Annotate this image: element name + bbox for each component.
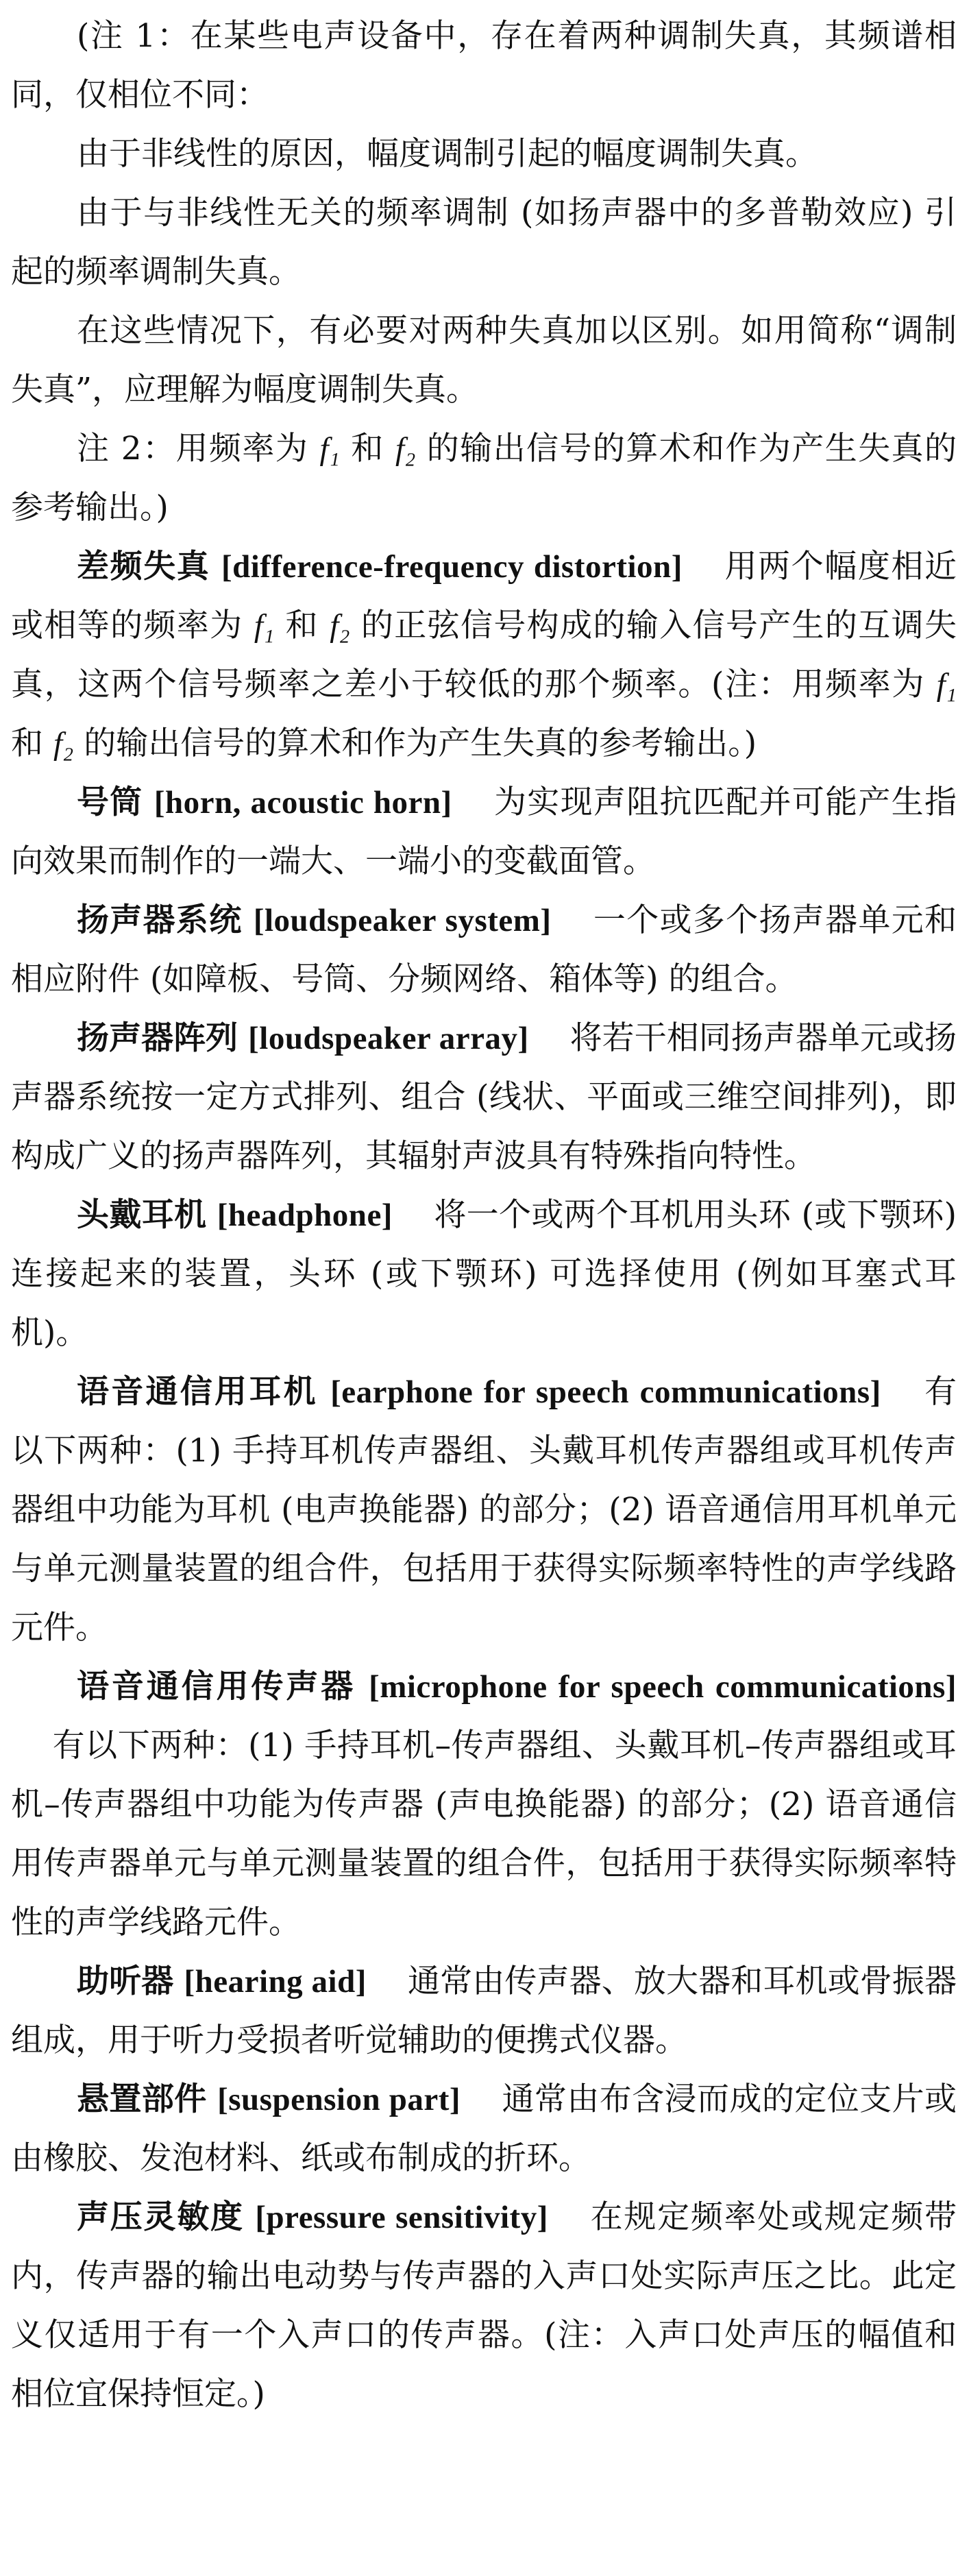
entry-term-zh: 扬声器阵列 xyxy=(77,1019,238,1057)
entry-term-en: [difference-frequency distortion] xyxy=(221,549,683,585)
entry-definition: 用两个幅度相近或相等的频率为 xyxy=(11,548,957,644)
entry-horn xyxy=(11,773,957,891)
entry-earphone-for-speech xyxy=(11,1363,957,1657)
entry-term-zh: 悬置部件 xyxy=(77,2080,207,2118)
note-1-conclusion: 在这些情况下，有必要对两种失真加以区别。如用简称“调制失真”，应理解为幅度调制失真。 xyxy=(11,312,957,409)
entry-term-zh: 扬声器系统 xyxy=(77,901,243,939)
entry-definition: 有以下两种：(1) 手持耳机传声器组、头戴耳机传声器组或耳机传声器组中功能为耳机 (电声换能器) 的部分；(2) 语音通信用耳机单元与单元测量装置的组合件，包括用于获得实际频率特性的声学线路元件。 xyxy=(11,1373,957,1647)
entry-term-en: [suspension part] xyxy=(217,2082,461,2117)
note-1-intro: (注 1：在某些电声设备中，存在着两种调制失真，其频谱相同，仅相位不同： xyxy=(11,17,957,114)
entry-definition: 有以下两种：(1) 手持耳机–传声器组、头戴耳机–传声器组或耳机–传声器组中功能为传声器 (声电换能器) 的部分；(2) 语音通信用传声器单元与单元测量装置的组合件，包括用于获得实际频率特性的声学线路元件。 xyxy=(11,1727,957,1941)
entry-pressure-sensitivity xyxy=(11,2188,957,2424)
entry-definition: 在规定频率处或规定频带内，传声器的输出电动势与传声器的入声口处实际声压之比。此定义仅适用于有一个入声口的传声器。(注：入声口处声压的幅值和相位宜保持恒定。) xyxy=(11,2198,957,2413)
note-1-item-amplitude: 由于非线性的原因，幅度调制引起的幅度调制失真。 xyxy=(77,135,818,173)
entry-headphone xyxy=(11,1186,957,1363)
entry-term-zh: 声压灵敏度 xyxy=(77,2198,244,2236)
entry-term-zh: 语音通信用传声器 xyxy=(77,1668,356,1705)
note-2: 注 2：用频率为 f₁ 和 f₂ 的输出信号的算术和作为产生失真的参考输出。) xyxy=(11,430,957,526)
note-1-item-frequency: 由于与非线性无关的频率调制 (如扬声器中的多普勒效应) 引起的频率调制失真。 xyxy=(11,194,957,291)
entry-loudspeaker-array xyxy=(11,1009,957,1186)
entry-term-en: [earphone for speech communications] xyxy=(330,1374,881,1410)
entry-suspension-part xyxy=(11,2070,957,2188)
entry-definition: 通常由传声器、放大器和耳机或骨振器组成，用于听力受损者听觉辅助的便携式仪器。 xyxy=(11,1963,957,2059)
entry-term-zh: 头戴耳机 xyxy=(77,1196,207,1234)
entry-term-en: [headphone] xyxy=(217,1198,393,1233)
entry-definition: 为实现声阻抗匹配并可能产生指向效果而制作的一端大、一端小的变截面管。 xyxy=(11,783,957,880)
entry-term-en: [microphone for speech communications] xyxy=(369,1669,957,1705)
entry-term-en: [horn, acoustic horn] xyxy=(154,785,452,821)
entry-term-zh: 号筒 xyxy=(77,783,143,821)
entry-hearing-aid xyxy=(11,1952,957,2070)
entry-definition: 将若干相同扬声器单元或扬声器系统按一定方式排列、组合 (线状、平面或三维空间排列)，即构成广义的扬声器阵列，其辐射声波具有特殊指向特性。 xyxy=(11,1019,957,1175)
entry-term-zh: 差频失真 xyxy=(77,548,210,585)
entry-term-en: [loudspeaker array] xyxy=(248,1021,529,1056)
entry-definition: 将一个或两个耳机用头环 (或下颚环) 连接起来的装置，头环 (或下颚环) 可选择使用 (例如耳塞式耳机)。 xyxy=(11,1196,957,1352)
entry-term-zh: 助听器 xyxy=(77,1963,174,2000)
entry-definition: 通常由布含浸而成的定位支片或由橡胶、发泡材料、纸或布制成的折环。 xyxy=(11,2080,957,2177)
entry-term-en: [hearing aid] xyxy=(184,1964,367,2000)
entry-microphone-for-speech xyxy=(11,1657,957,1952)
entry-term-en: [pressure sensitivity] xyxy=(255,2200,548,2235)
entry-term-zh: 语音通信用耳机 xyxy=(77,1373,318,1411)
entry-definition: 一个或多个扬声器单元和相应附件 (如障板、号筒、分频网络、箱体等) 的组合。 xyxy=(11,901,957,998)
entry-difference-frequency-distortion: 差频失真 [difference-frequency distortion] 用两个幅度相近或相等的频率为 f₁ 和 f₂ 的正弦信号构成的输入信号产生的互调失真，这两个信号频率之差小于较低的那个频率。(注：用频率为 f₁ 和 f₂ 的输出信号的算术和作为产生失真的参考输出。) xyxy=(11,548,957,762)
entry-loudspeaker-system xyxy=(11,891,957,1009)
entry-term-en: [loudspeaker system] xyxy=(253,903,552,938)
